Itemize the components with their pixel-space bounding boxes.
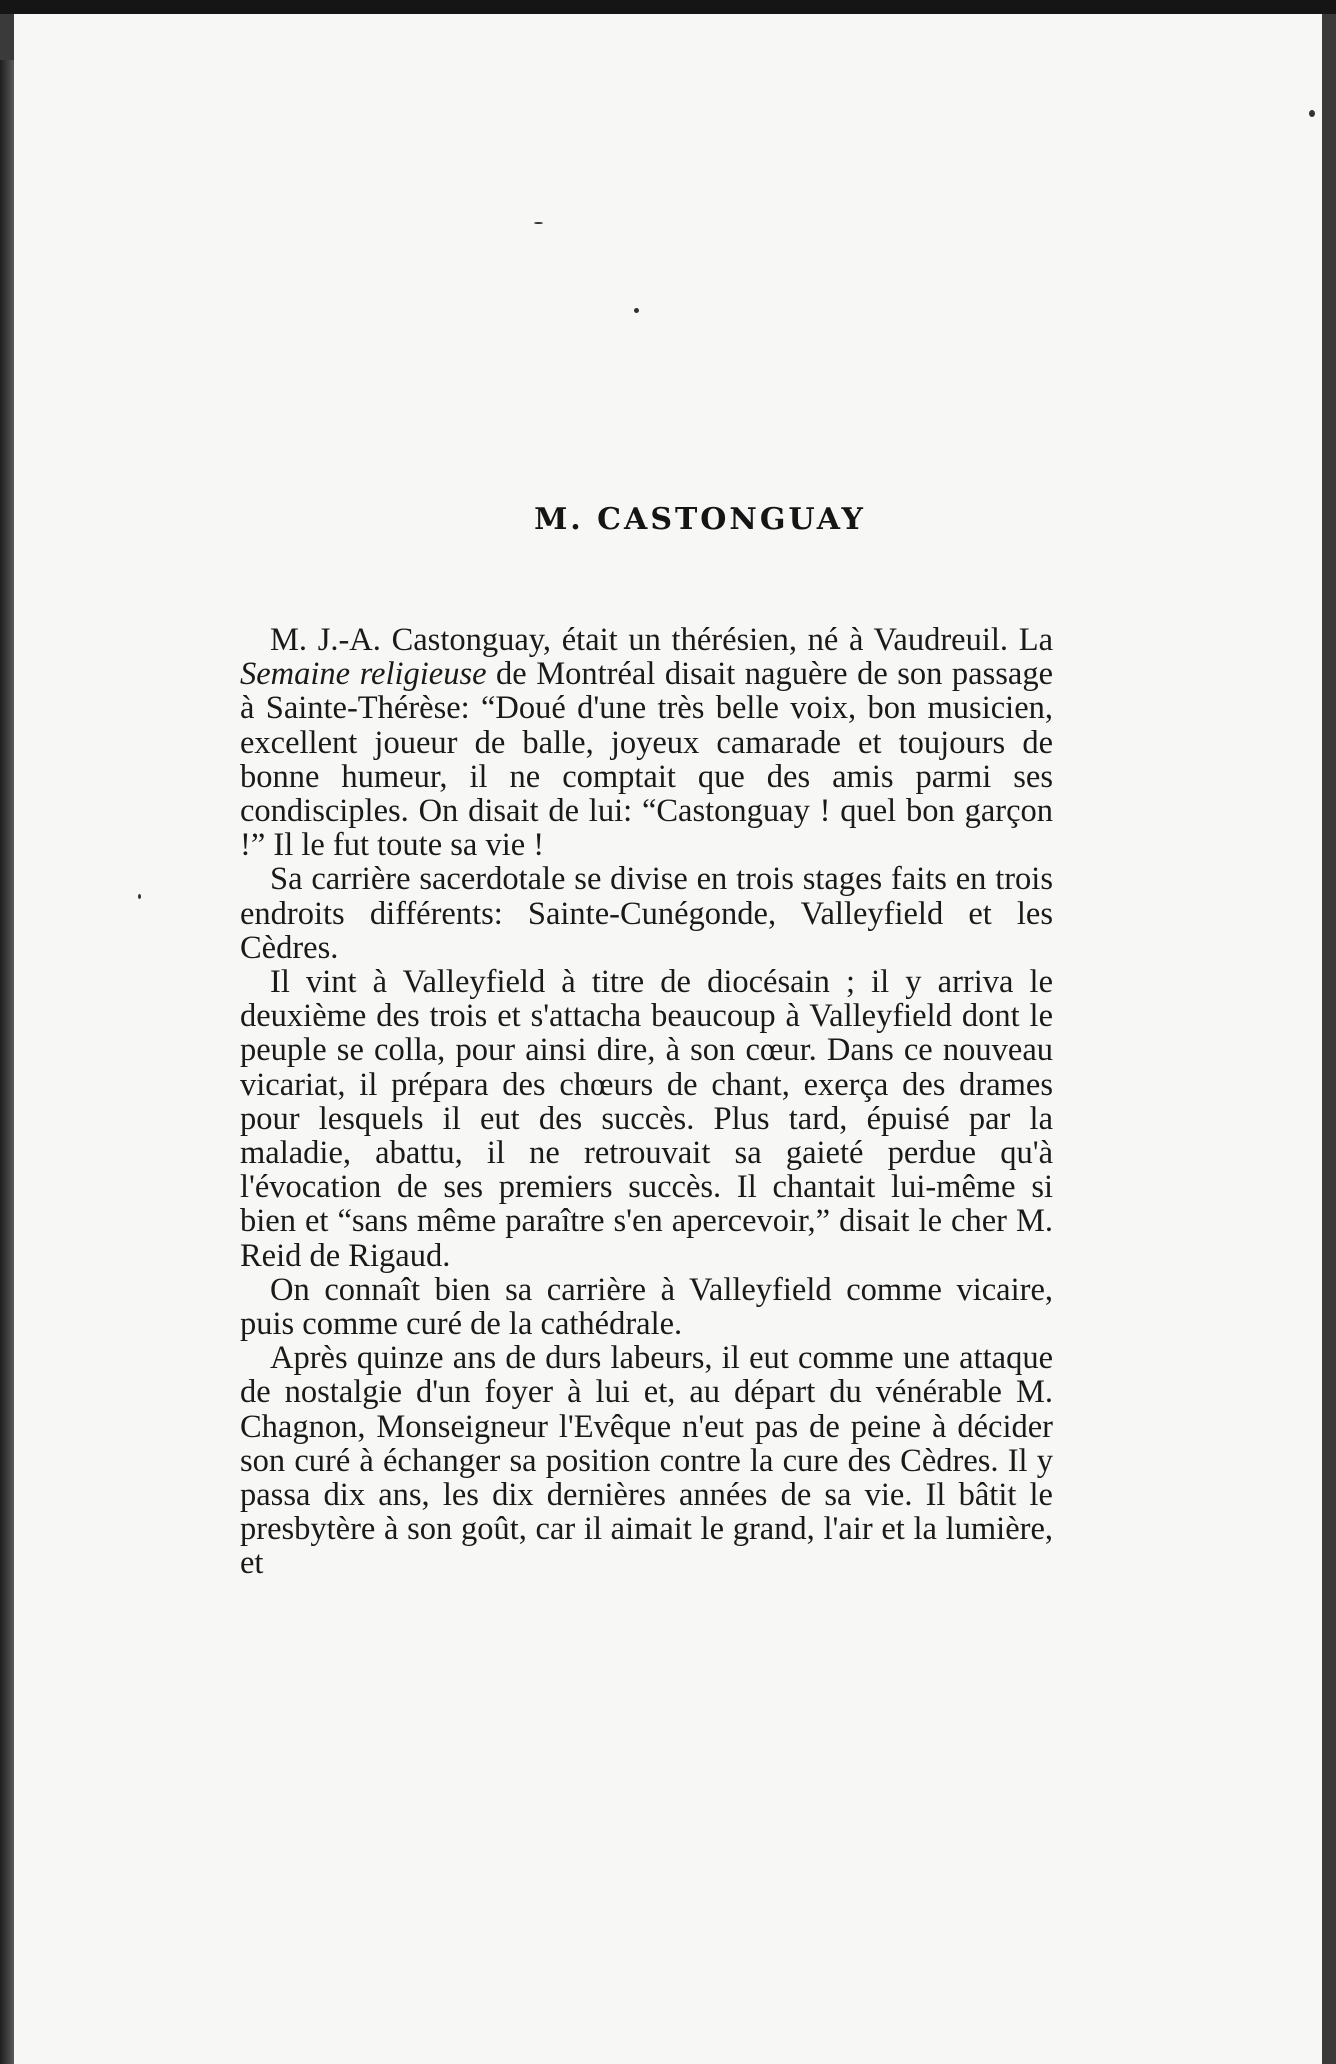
scan-speck <box>534 222 543 224</box>
scan-speck <box>1309 110 1315 117</box>
publication-title: Semaine religieuse <box>240 656 487 693</box>
paragraph: Il vint à Valleyfield à titre de diocésain ; il y arriva le deuxième des trois et s'attacha beaucoup à Valleyfield dont le peuple se colla, pour ainsi dire, à son cœur. Dans ce nouveau vicariat, il prépara des chœurs de chant, exerça des drames pour lesquels il eut des succès. Plus tard, épuisé par la maladie, abattu, il ne retrouvait sa gaieté perdue qu'à l'évocation de ses premiers succès. Il chantait lui-même si bien et “sans même paraître s'en apercevoir,” disait le cher M. Reid de Rigaud. <box>240 964 1053 1274</box>
body-text <box>240 623 1053 1581</box>
page-title: M. CASTONGUAY <box>534 502 866 537</box>
paragraph-text: M. J.-A. Castonguay, était un thérésien, né à Vaudreuil. La <box>270 622 1053 658</box>
paragraph: Après quinze ans de durs labeurs, il eut comme une attaque de nostalgie d'un foyer à lui et, au départ du vénérable M. Chagnon, Monseigneur l'Evêque n'eut pas de peine à décider son curé à échanger sa position contre la cure des Cèdres. Il y passa dix ans, les dix dernières années de sa vie. Il bâtit le presbytère à son goût, car il aimait le grand, l'air et la lumière, et <box>240 1340 1053 1582</box>
paragraph: On connaît bien sa carrière à Valleyfield comme vicaire, puis comme curé de la cathédrale. <box>240 1271 1053 1343</box>
scan-left-edge <box>0 60 14 2064</box>
scan-speck <box>634 308 639 313</box>
paragraph: Sa carrière sacerdotale se divise en trois stages faits en trois endroits différents: Sainte-Cunégonde, Valleyfield et les Cèdres. <box>240 861 1053 966</box>
scan-speck <box>138 894 141 899</box>
paragraph-text: de Montréal disait naguère de son passage à Sainte-Thérèse: “Doué d'une très belle voix, bon musicien, excellent joueur de balle, joyeux camarade et toujours de bonne humeur, il ne comptait que des amis parmi ses condisciples. On disait de lui: “Castonguay ! quel bon garçon !” Il le fut toute sa vie ! <box>240 656 1053 864</box>
paragraph <box>240 623 1053 862</box>
scan-top-edge <box>0 0 1336 14</box>
